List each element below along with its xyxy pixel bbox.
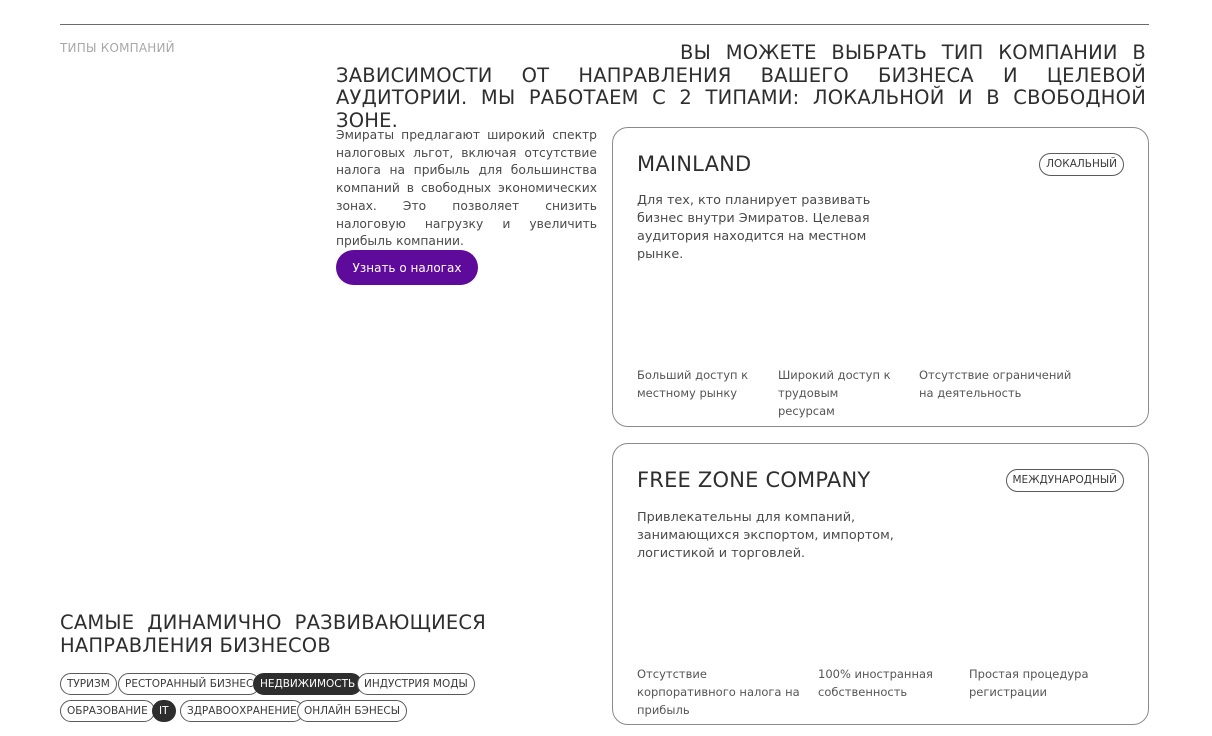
mainland-card <box>612 127 1149 427</box>
card-feature: Больший доступ к местному рынку <box>637 368 749 400</box>
card-feature: 100% иностранная собственность <box>818 667 933 699</box>
card-badge: ЛОКАЛЬНЫЙ <box>1039 153 1124 176</box>
card-feature: Отсутствие корпоративного налога на прибыль <box>637 667 800 717</box>
card-badge: МЕЖДУНАРОДНЫЙ <box>1006 469 1125 492</box>
card-title: MAINLAND <box>637 152 752 176</box>
dynamic-sectors-title: САМЫЕ ДИНАМИЧНО РАЗВИВАЮЩИЕСЯ НАПРАВЛЕНИЯ БИЗНЕСОВ <box>60 611 486 657</box>
card-feature: Простая процедура регистрации <box>969 667 1089 699</box>
card-title: FREE ZONE COMPANY <box>637 468 871 492</box>
tag-it[interactable]: IT <box>152 700 176 722</box>
learn-taxes-button[interactable]: Узнать о налогах <box>336 250 478 285</box>
top-divider <box>60 24 1149 25</box>
card-feature: Отсутствие ограничений на деятельность <box>919 368 1072 400</box>
section-label: ТИПЫ КОМПАНИЙ <box>60 41 175 55</box>
card-description: Для тех, кто планирует развивать бизнес внутри Эмиратов. Целевая аудитория находится на местном рынке. <box>637 193 871 262</box>
tag-fashion[interactable]: ИНДУСТРИЯ МОДЫ <box>357 673 475 695</box>
tag-tourism[interactable]: ТУРИЗМ <box>60 673 117 695</box>
page-headline: ВЫ МОЖЕТЕ ВЫБРАТЬ ТИП КОМПАНИИ В ЗАВИСИМОСТИ ОТ НАПРАВЛЕНИЯ ВАШЕГО БИЗНЕСА И ЦЕЛЕВОЙ АУДИТОРИИ. МЫ РАБОТАЕМ С 2 ТИПАМИ: ЛОКАЛЬНОЙ И В СВОБОДНОЙ ЗОНЕ. <box>336 41 1146 132</box>
tag-education[interactable]: ОБРАЗОВАНИЕ <box>60 700 155 722</box>
tax-intro-text: Эмираты предлагают широкий спектр налоговых льгот, включая отсутствие налога на прибыль для большинства компаний в свободных экономических зонах. Это позволяет снизить налоговую нагрузку и увеличить прибыль компании. <box>336 128 597 249</box>
card-feature: Широкий доступ к трудовым ресурсам <box>778 368 891 418</box>
tag-restaurant[interactable]: РЕСТОРАННЫЙ БИЗНЕС <box>118 673 260 695</box>
free-zone-card <box>612 443 1149 725</box>
card-description: Привлекательны для компаний, занимающихся экспортом, импортом, логистикой и торговлей. <box>637 510 894 561</box>
tag-online-business[interactable]: ОНЛАЙН БЭНЕСЫ <box>297 700 407 722</box>
tag-real-estate[interactable]: НЕДВИЖИМОСТЬ <box>253 673 362 695</box>
tag-healthcare[interactable]: ЗДРАВООХРАНЕНИЕ <box>180 700 304 722</box>
